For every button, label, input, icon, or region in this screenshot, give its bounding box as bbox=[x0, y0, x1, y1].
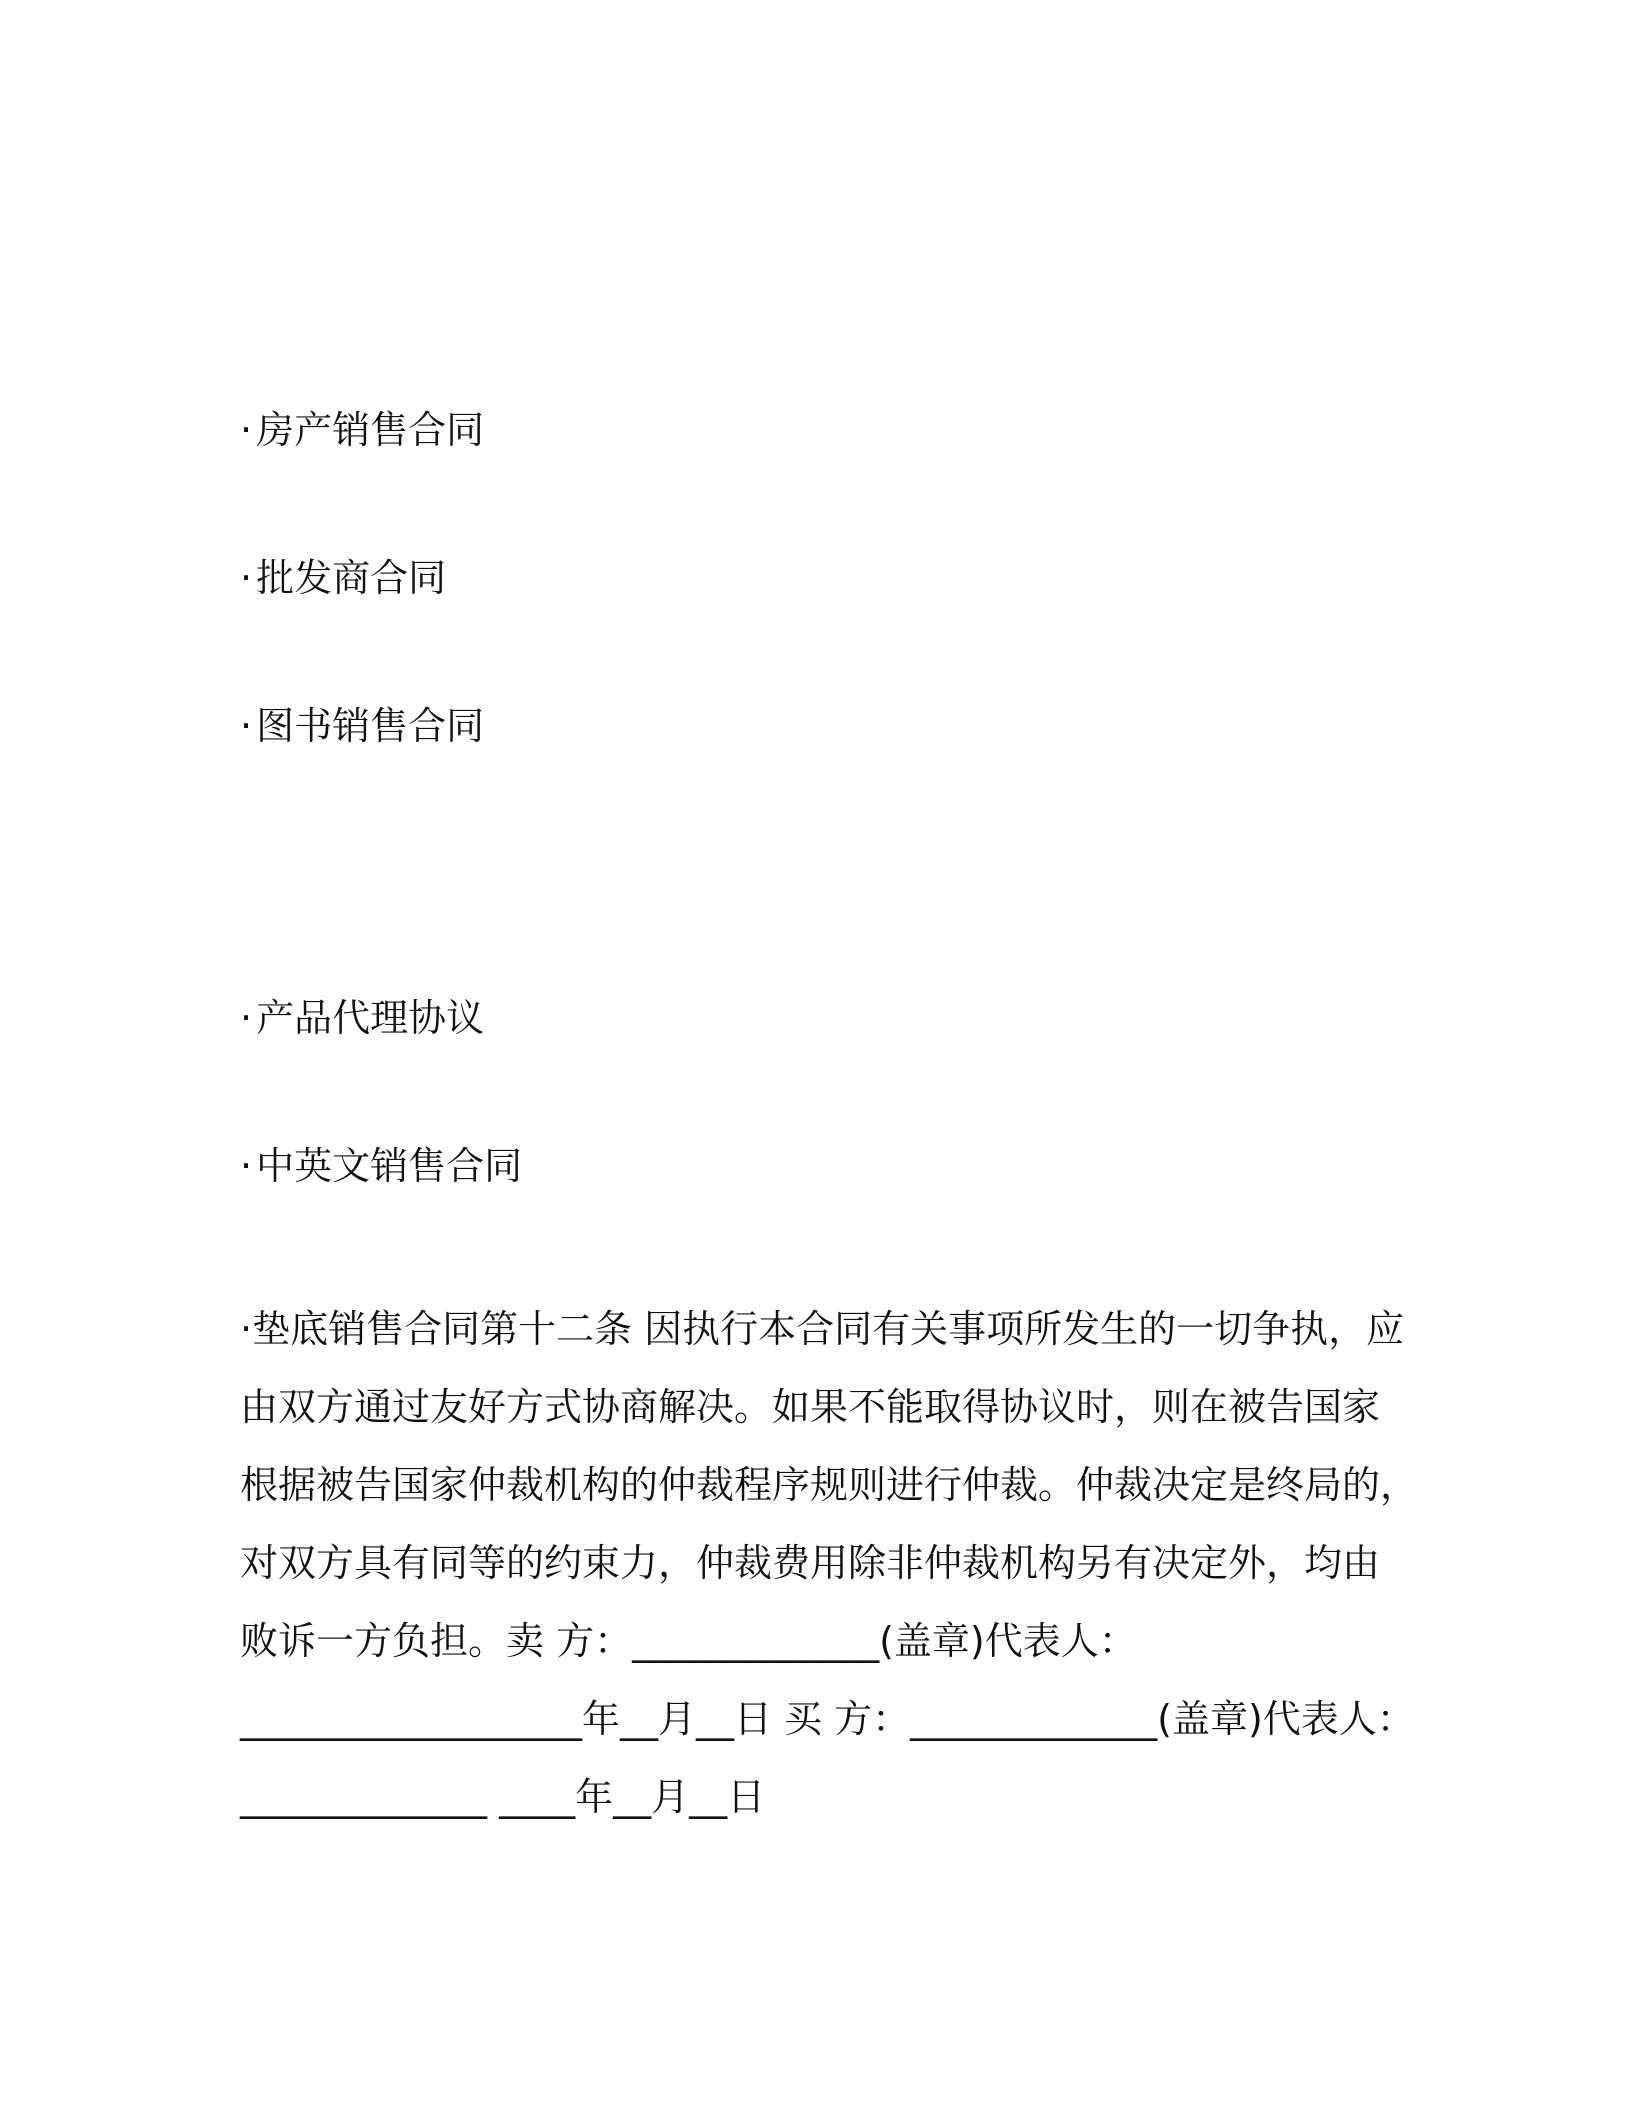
paragraph-line: 对双方具有同等的约束力，仲裁费用除非仲裁机构另有决定外，均由 bbox=[240, 1541, 1381, 1585]
list-item-product-agency-agreement bbox=[240, 994, 484, 1042]
bullet: · bbox=[240, 704, 253, 748]
list-item-text: 产品代理协议 bbox=[256, 996, 485, 1040]
signature-buyer-line: __________________年__月__日 买 方：_____________(盖章)代表人： bbox=[240, 1697, 1415, 1741]
list-item-text: 图书销售合同 bbox=[256, 704, 485, 748]
signature-seller-line: 败诉一方负担。卖 方：_____________(盖章)代表人： bbox=[240, 1619, 1137, 1663]
list-item-wholesaler-contract bbox=[240, 554, 446, 602]
paragraph-line: ·垫底销售合同第十二条 因执行本合同有关事项所发生的一切争执，应 bbox=[240, 1307, 1405, 1351]
list-item-book-sales-contract bbox=[240, 702, 484, 750]
list-item-text: 房产销售合同 bbox=[256, 408, 485, 452]
list-item-bilingual-sales-contract bbox=[240, 1142, 522, 1190]
list-item-text: 中英文销售合同 bbox=[256, 1144, 523, 1188]
bullet: · bbox=[240, 996, 253, 1040]
bullet: · bbox=[240, 1144, 253, 1188]
bullet: · bbox=[240, 556, 253, 600]
list-item-house-sales-contract bbox=[240, 406, 484, 454]
paragraph-line: 由双方通过友好方式协商解决。如果不能取得协议时，则在被告国家 bbox=[240, 1385, 1381, 1429]
contract-clause-paragraph bbox=[240, 1290, 1419, 1836]
list-item-text: 批发商合同 bbox=[256, 556, 447, 600]
bullet: · bbox=[240, 408, 253, 452]
signature-date-line: _____________ ____年__月__日 bbox=[240, 1775, 766, 1819]
paragraph-line: 根据被告国家仲裁机构的仲裁程序规则进行仲裁。仲裁决定是终局的， bbox=[240, 1463, 1419, 1507]
